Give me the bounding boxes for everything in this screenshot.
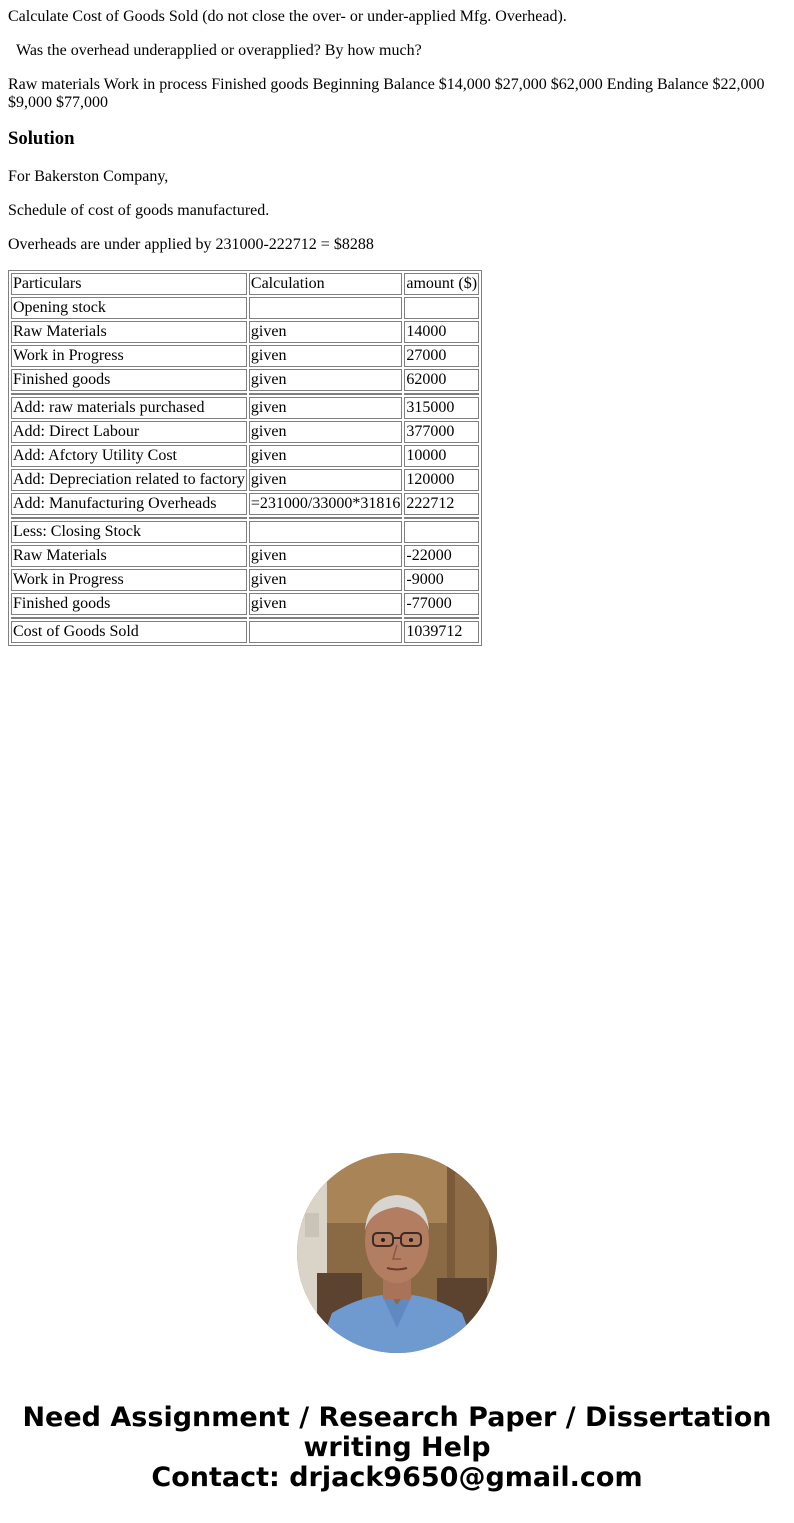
table-row — [11, 545, 479, 567]
advert-footer — [0, 1403, 794, 1493]
cell-calculation: given — [249, 397, 402, 419]
table-row — [11, 397, 479, 419]
table-row — [11, 421, 479, 443]
overheads-note: Overheads are under applied by 231000-222712 = $8288 — [8, 236, 374, 253]
group-separator-row — [11, 617, 479, 619]
cell-amount: 120000 — [404, 469, 479, 491]
cell-particulars: Work in Progress — [11, 345, 247, 367]
table-row — [11, 621, 479, 643]
cell-particulars: Less: Closing Stock — [11, 521, 247, 543]
cell-calculation: =231000/33000*31816 — [249, 493, 402, 515]
table-row — [11, 493, 479, 515]
separator-cell — [404, 517, 479, 519]
cell-calculation: given — [249, 469, 402, 491]
cell-calculation: given — [249, 321, 402, 343]
table-row — [11, 569, 479, 591]
company-line: For Bakerston Company, — [8, 168, 169, 185]
cell-calculation: given — [249, 369, 402, 391]
cell-particulars: Cost of Goods Sold — [11, 621, 247, 643]
cell-amount: 14000 — [404, 321, 479, 343]
cell-particulars: Finished goods — [11, 369, 247, 391]
cell-calculation: given — [249, 421, 402, 443]
advert-contact-line: Contact: drjack9650@gmail.com — [151, 1462, 643, 1493]
cell-amount: 1039712 — [404, 621, 479, 643]
header-calculation: Calculation — [249, 273, 402, 295]
balances-text: Raw materials Work in process Finished goods Beginning Balance $14,000 $27,000 $62,000 Ending Balance $22,000 $9,000 $77,000 — [8, 76, 765, 111]
cell-calculation: given — [249, 345, 402, 367]
table-row — [11, 345, 479, 367]
table-row — [11, 469, 479, 491]
table-row — [11, 369, 479, 391]
cell-amount: 27000 — [404, 345, 479, 367]
cell-calculation: given — [249, 569, 402, 591]
table-row — [11, 593, 479, 615]
cell-calculation: given — [249, 545, 402, 567]
cell-particulars: Add: Afctory Utility Cost — [11, 445, 247, 467]
cell-particulars: Finished goods — [11, 593, 247, 615]
separator-cell — [11, 617, 247, 619]
cell-particulars: Add: raw materials purchased — [11, 397, 247, 419]
cell-amount: 377000 — [404, 421, 479, 443]
solution-heading: Solution — [8, 128, 75, 149]
question-line-1: Calculate Cost of Goods Sold (do not close the over- or under-applied Mfg. Overhead). — [8, 8, 567, 25]
header-particulars: Particulars — [11, 273, 247, 295]
cell-calculation: given — [249, 593, 402, 615]
separator-cell — [249, 393, 402, 395]
cell-amount: 10000 — [404, 445, 479, 467]
cell-calculation — [249, 621, 402, 643]
separator-cell — [11, 393, 247, 395]
cogs-schedule-table — [8, 270, 482, 646]
person-portrait-image — [297, 1153, 497, 1353]
table-row — [11, 321, 479, 343]
table-row — [11, 297, 479, 319]
separator-cell — [404, 393, 479, 395]
group-separator-row — [11, 517, 479, 519]
group-separator-row — [11, 393, 479, 395]
table-row — [11, 445, 479, 467]
table-body — [11, 273, 479, 643]
advert-line-2: writing Help — [303, 1432, 491, 1463]
cell-particulars: Add: Manufacturing Overheads — [11, 493, 247, 515]
cell-particulars: Opening stock — [11, 297, 247, 319]
cell-amount: 222712 — [404, 493, 479, 515]
cell-calculation: given — [249, 445, 402, 467]
header-amount: amount ($) — [404, 273, 479, 295]
separator-cell — [249, 617, 402, 619]
cell-calculation — [249, 297, 402, 319]
cell-amount: 315000 — [404, 397, 479, 419]
schedule-title: Schedule of cost of goods manufactured. — [8, 202, 270, 219]
table-row — [11, 521, 479, 543]
separator-cell — [404, 617, 479, 619]
author-photo — [297, 1153, 497, 1353]
cell-amount — [404, 521, 479, 543]
cell-amount — [404, 297, 479, 319]
question-line-2: Was the overhead underapplied or overapplied? By how much? — [16, 42, 422, 59]
cell-amount: 62000 — [404, 369, 479, 391]
cell-particulars: Add: Direct Labour — [11, 421, 247, 443]
advert-line-1: Need Assignment / Research Paper / Dissertation — [22, 1402, 772, 1433]
cell-amount: -22000 — [404, 545, 479, 567]
cell-calculation — [249, 521, 402, 543]
cell-amount: -77000 — [404, 593, 479, 615]
separator-cell — [249, 517, 402, 519]
document-body — [8, 8, 786, 646]
cell-particulars: Add: Depreciation related to factory — [11, 469, 247, 491]
table-header-row — [11, 273, 479, 295]
cell-particulars: Raw Materials — [11, 321, 247, 343]
cell-particulars: Raw Materials — [11, 545, 247, 567]
cell-amount: -9000 — [404, 569, 479, 591]
separator-cell — [11, 517, 247, 519]
cell-particulars: Work in Progress — [11, 569, 247, 591]
